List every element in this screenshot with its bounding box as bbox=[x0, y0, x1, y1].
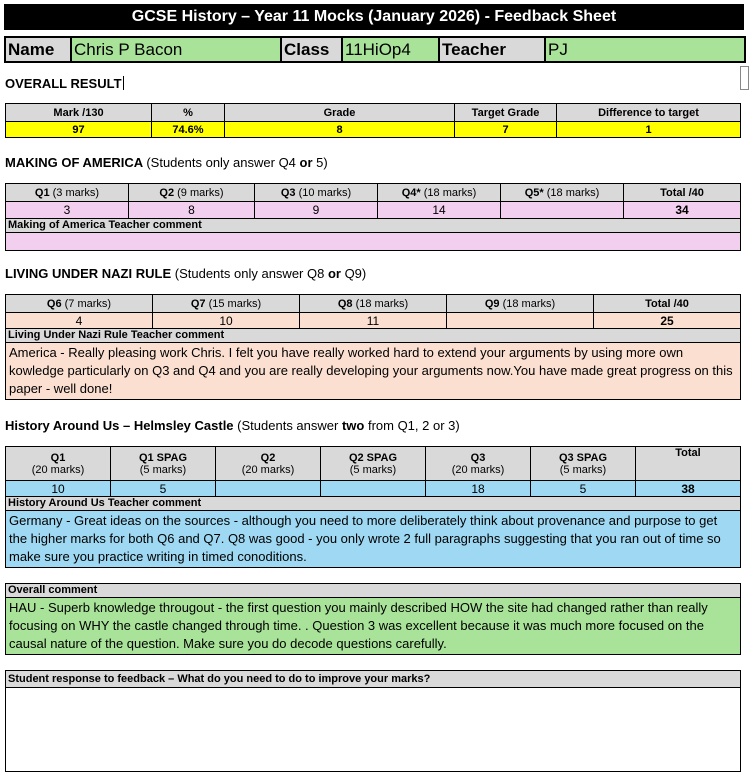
nazi-header-q7: Q7 (15 marks) bbox=[153, 295, 300, 313]
america-total-score: 34 bbox=[624, 202, 741, 219]
hau-header-q3-spag: Q3 SPAG (5 marks) bbox=[531, 447, 636, 481]
hau-q2-spag-score bbox=[321, 481, 426, 497]
teacher-label: Teacher bbox=[439, 37, 545, 62]
student-response-table bbox=[5, 670, 741, 772]
page-title: GCSE History – Year 11 Mocks (January 2026) - Feedback Sheet bbox=[4, 4, 744, 30]
nazi-heading: LIVING UNDER NAZI RULE (Students only answer Q8 or Q9) bbox=[5, 266, 367, 281]
overall-header-target-grade: Target Grade bbox=[455, 104, 557, 122]
hau-header-q1: Q1 (20 marks) bbox=[6, 447, 111, 481]
overall-target-grade-value: 7 bbox=[455, 122, 557, 138]
overall-comment-label: Overall comment bbox=[6, 584, 741, 598]
overall-difference-value: 1 bbox=[557, 122, 741, 138]
overall-result-heading: OVERALL RESULT bbox=[5, 76, 122, 91]
hau-header-q2-spag: Q2 SPAG (5 marks) bbox=[321, 447, 426, 481]
america-table bbox=[5, 183, 741, 251]
hau-header-q3: Q3 (20 marks) bbox=[426, 447, 531, 481]
overall-header-difference: Difference to target bbox=[557, 104, 741, 122]
overall-comment-table bbox=[5, 583, 741, 655]
america-q3-score: 9 bbox=[255, 202, 378, 219]
hau-q2-score bbox=[216, 481, 321, 497]
overall-header-mark: Mark /130 bbox=[6, 104, 152, 122]
america-comment-label: Making of America Teacher comment bbox=[6, 219, 741, 233]
america-q1-score: 3 bbox=[6, 202, 129, 219]
overall-header-percent: % bbox=[152, 104, 225, 122]
hau-heading: History Around Us – Helmsley Castle (Students answer two from Q1, 2 or 3) bbox=[5, 418, 460, 433]
america-header-q1: Q1 (3 marks) bbox=[6, 184, 129, 202]
class-label: Class bbox=[281, 37, 342, 62]
nazi-header-q6: Q6 (7 marks) bbox=[6, 295, 153, 313]
overall-result-table bbox=[5, 103, 741, 138]
name-label: Name bbox=[5, 37, 71, 62]
hau-comment: Germany - Great ideas on the sources - although you need to more deliberately think about provenance and purpose to get the higher marks for both Q6 and Q7. Q8 was good - you only wrote 2 full paragraphs suggesting that you ran out of time so make sure you practice writing in timed conoditions. bbox=[6, 511, 741, 568]
hau-header-q1-spag: Q1 SPAG (5 marks) bbox=[111, 447, 216, 481]
america-q4-score: 14 bbox=[378, 202, 501, 219]
america-header-q3: Q3 (10 marks) bbox=[255, 184, 378, 202]
student-info-table bbox=[4, 36, 746, 63]
hau-header-total: Total bbox=[636, 447, 741, 481]
america-comment bbox=[6, 233, 741, 251]
america-q2-score: 8 bbox=[129, 202, 255, 219]
america-header-q2: Q2 (9 marks) bbox=[129, 184, 255, 202]
nazi-header-q8: Q8 (18 marks) bbox=[300, 295, 447, 313]
america-heading: MAKING OF AMERICA (Students only answer Q4 or 5) bbox=[5, 155, 328, 170]
hau-q1-score: 10 bbox=[6, 481, 111, 497]
hau-q3-score: 18 bbox=[426, 481, 531, 497]
hau-q3-spag-score: 5 bbox=[531, 481, 636, 497]
hau-total-score: 38 bbox=[636, 481, 741, 497]
hau-table bbox=[5, 446, 741, 568]
america-q5-score bbox=[501, 202, 624, 219]
nazi-header-total: Total /40 bbox=[594, 295, 741, 313]
hau-header-q2: Q2 (20 marks) bbox=[216, 447, 321, 481]
nazi-q8-score: 11 bbox=[300, 313, 447, 329]
nazi-total-score: 25 bbox=[594, 313, 741, 329]
hau-comment-label: History Around Us Teacher comment bbox=[6, 497, 741, 511]
class-value: 11HiOp4 bbox=[342, 37, 439, 62]
nazi-q6-score: 4 bbox=[6, 313, 153, 329]
overall-percent-value: 74.6% bbox=[152, 122, 225, 138]
student-response-field[interactable] bbox=[6, 688, 741, 772]
hau-q1-spag-score: 5 bbox=[111, 481, 216, 497]
america-header-q4: Q4* (18 marks) bbox=[378, 184, 501, 202]
overall-comment-text: HAU - Superb knowledge througout - the first question you mainly described HOW the site had changed rather than really focusing on WHY the castle changed through time. . Question 3 was excellent because it was much more focused on the causal nature of the question. Make sure you do decode questions carefully. bbox=[6, 598, 741, 655]
nazi-header-q9: Q9 (18 marks) bbox=[447, 295, 594, 313]
nazi-q9-score bbox=[447, 313, 594, 329]
name-value: Chris P Bacon bbox=[71, 37, 281, 62]
resize-handle[interactable] bbox=[740, 66, 749, 90]
overall-grade-value: 8 bbox=[225, 122, 455, 138]
overall-mark-value: 97 bbox=[6, 122, 152, 138]
america-header-total: Total /40 bbox=[624, 184, 741, 202]
america-header-q5: Q5* (18 marks) bbox=[501, 184, 624, 202]
nazi-comment-label: Living Under Nazi Rule Teacher comment bbox=[6, 329, 741, 343]
student-response-label: Student response to feedback – What do you need to do to improve your marks? bbox=[6, 671, 741, 688]
nazi-q7-score: 10 bbox=[153, 313, 300, 329]
nazi-comment: America - Really pleasing work Chris. I felt you have really worked hard to extend your arguments by using more own kowledge particularly on Q3 and Q4 and you are really developing your arguments now.You have made great progress on this paper - well done! bbox=[6, 343, 741, 400]
teacher-value: PJ bbox=[545, 37, 745, 62]
text-cursor bbox=[123, 76, 124, 90]
overall-header-grade: Grade bbox=[225, 104, 455, 122]
nazi-table bbox=[5, 294, 741, 400]
